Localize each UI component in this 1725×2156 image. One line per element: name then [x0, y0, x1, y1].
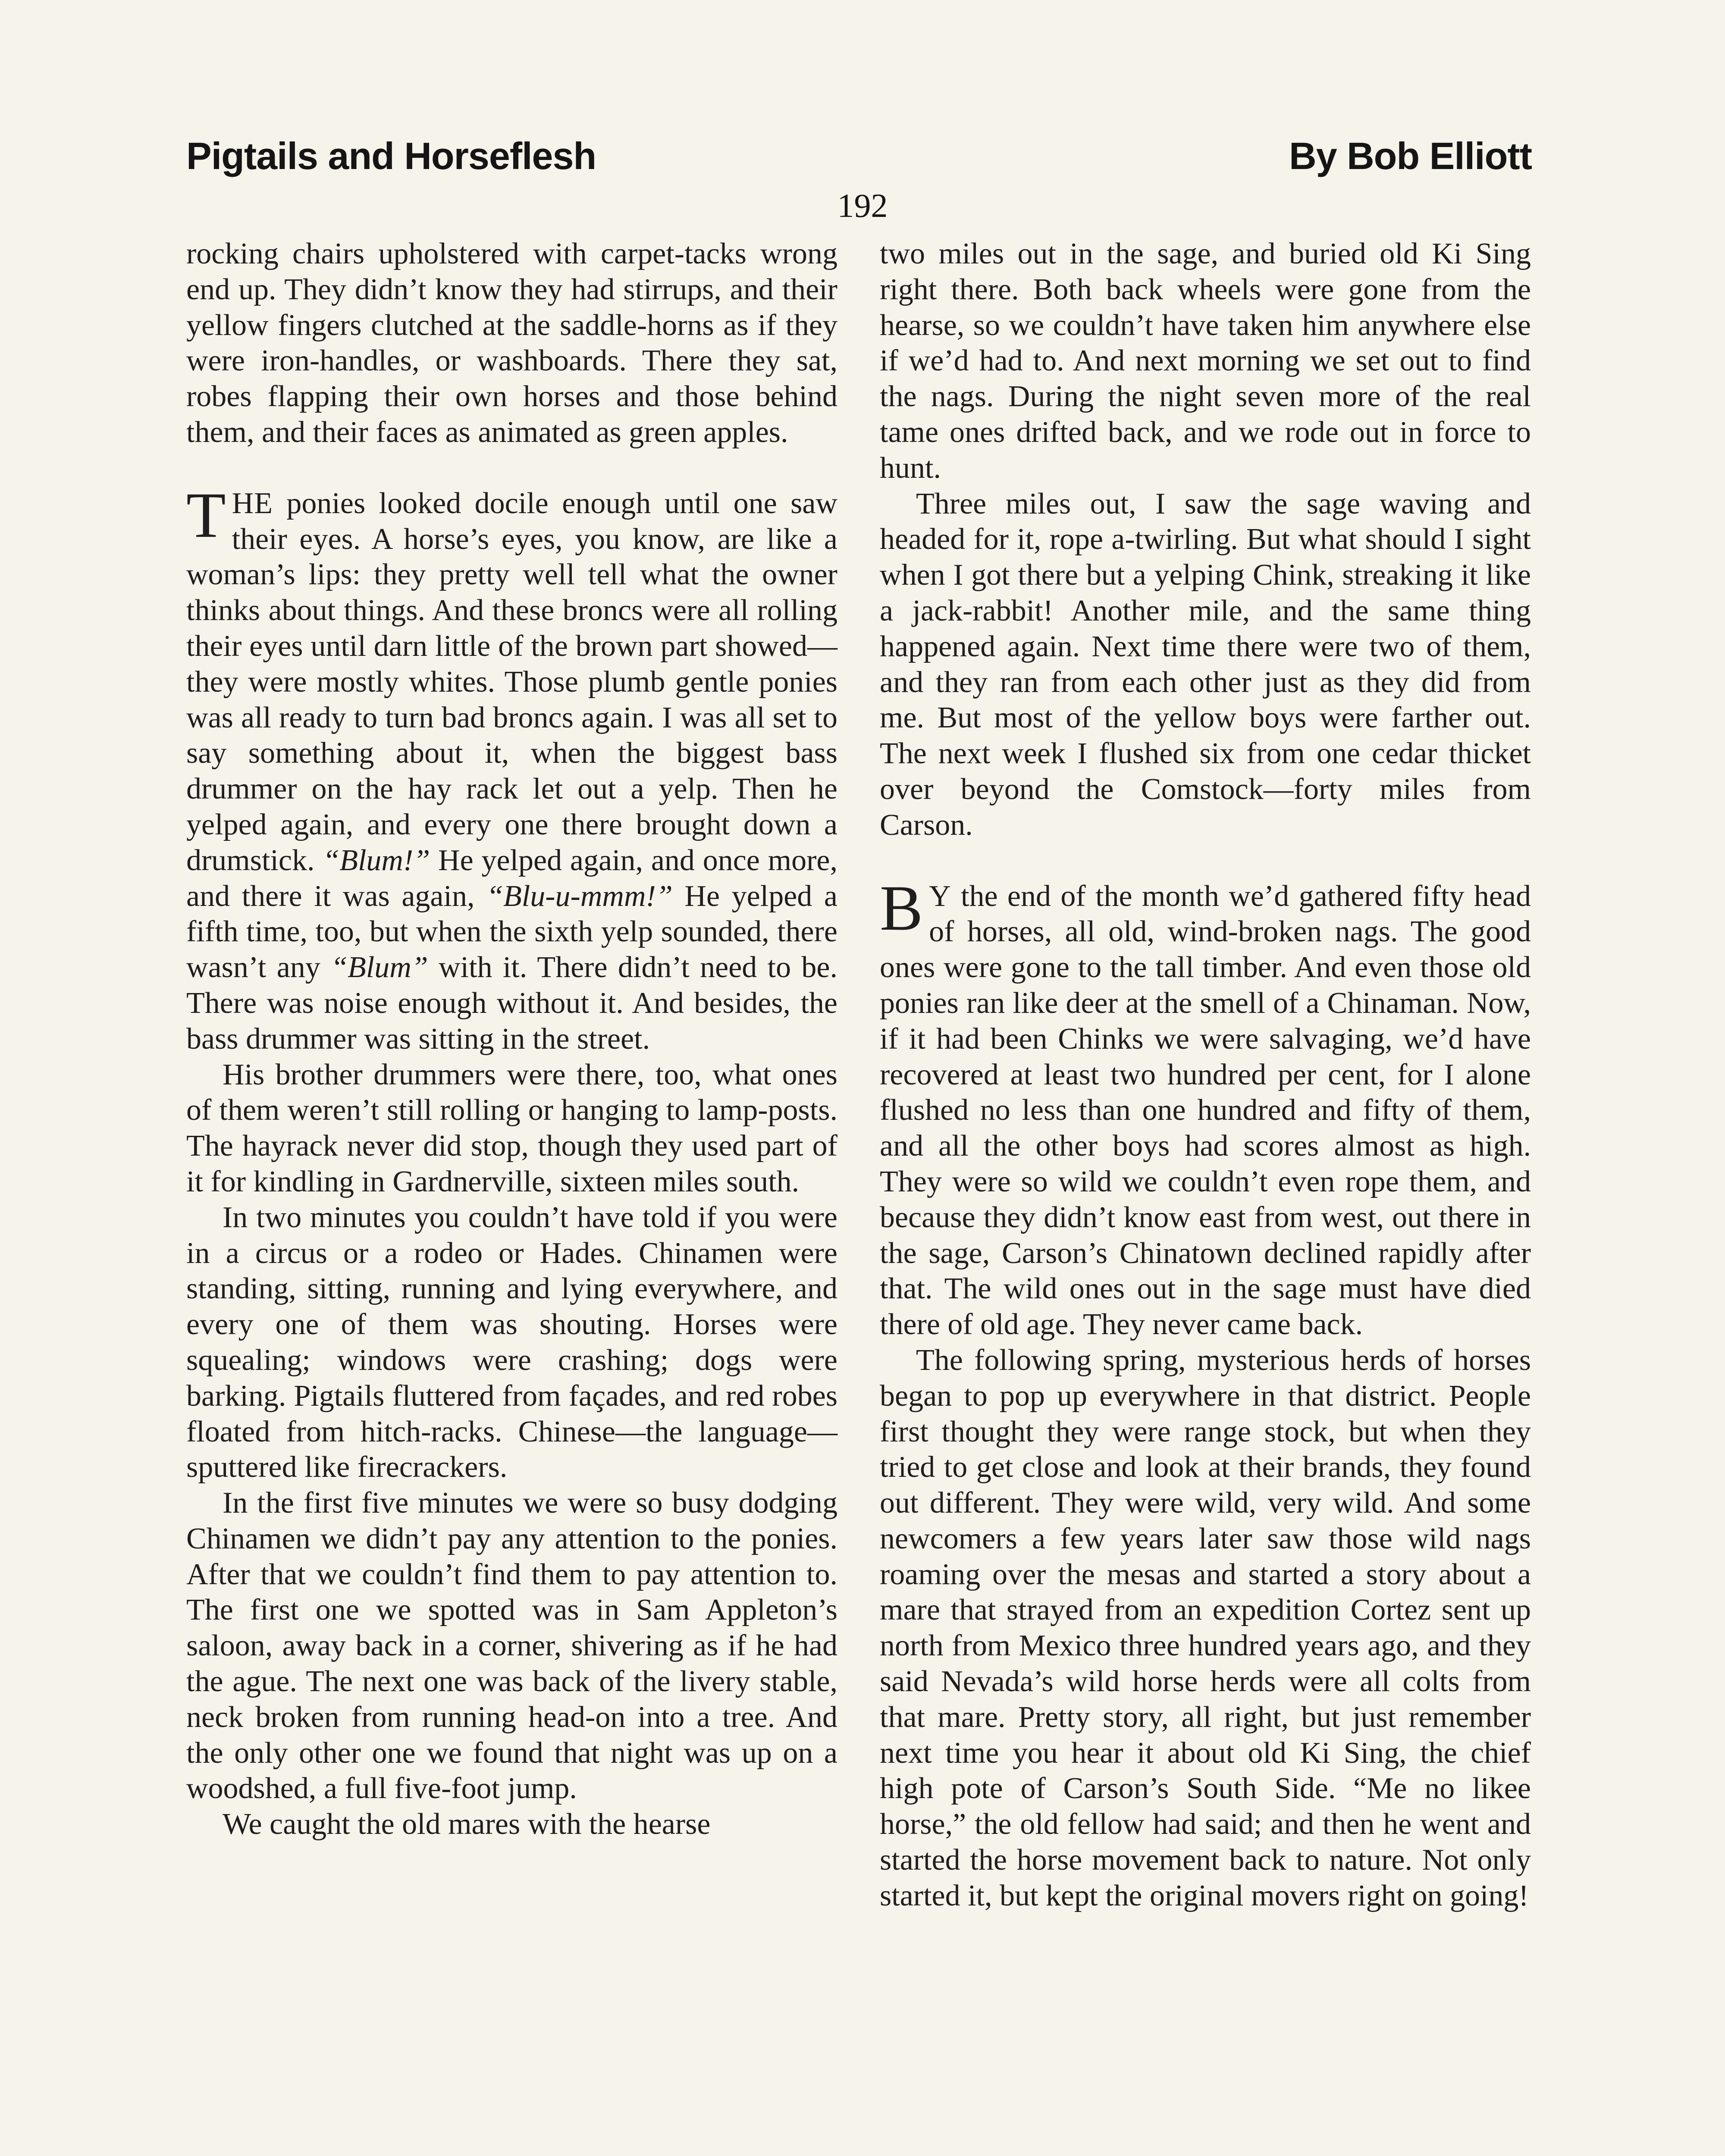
paragraph-text: He yelped a fifth time, too, but when the sixth yelp sounded, there wasn’t any [186, 879, 837, 984]
paragraph-text: ponies looked docile enough until one saw their eyes. A horse’s eyes, you know, are like a woman’s lips: they pretty well tell what the owner thinks about things. And these broncs were all rolling their eyes until darn little of the brown part showed—they were mostly whites. Those plumb gentle ponies was all ready to turn bad broncs again. I was all set to say something about it, when the biggest bass drummer on the hay rack let out a yelp. Then he yelped again, and every one there brought down a drumstick. [186, 486, 837, 877]
paragraph: We caught the old mares with the hearse [223, 1808, 711, 1841]
paragraph: Three miles out, I saw the sage waving and headed for it, rope a-twirling. But what should I sight when I got there but a yelping Chink, streaking it like a jack-rabbit! Another mile, and the same thing happened again. Next time there were two of them, and they ran from each other just as they did from me. But most of the yellow boys were farther out. The next week I flushed six from one cedar thicket over beyond the Comstock—forty miles from Carson. [880, 487, 1531, 842]
left-column [186, 236, 837, 1843]
paragraph-with-drop-cap [880, 872, 1531, 1343]
italic-sound-effect: “Blu-u-mmm!” [486, 879, 673, 913]
paragraph: rocking chairs upholstered with carpet-tacks wrong end up. They didn’t know they had stirrups, and their yellow fingers clutched at the saddle-horns as if they were iron-handles, or washboards. There they sat, robes flapping their own horses and those behind them, and their faces as animated as green apples. [186, 237, 837, 449]
paragraph-text: He yelped again, and once more, and there it was again, [186, 843, 837, 913]
paragraph: His brother drummers were there, too, what ones of them weren’t still rolling or hanging to lamp-posts. The hayrack never did stop, though they used part of it for kindling in Gardnerville, sixteen miles south. [186, 1058, 837, 1198]
right-column [880, 236, 1531, 1914]
paragraph-text: with it. There didn’t need to be. There was noise enough without it. And besides, the bass drummer was sitting in the street. [186, 951, 837, 1056]
small-caps-lead: Y [929, 879, 951, 913]
paragraph-text: the end of the month we’d gathered fifty head of horses, all old, wind-broken nags. The good ones were gone to the tall timber. And even those old ponies ran like deer at the smell of a Chinaman. Now, if it had been Chinks we were salvaging, we’d have recovered at least two hundred per cent, for I alone flushed no less than one hundred and fifty of them, and all the other boys had scores almost as high. They were so wild we couldn’t even rope them, and because they didn’t know east from west, out there in the sage, Carson’s Chinatown declined rapidly after that. The wild ones out in the sage must have died there of old age. They never came back. [880, 879, 1531, 1341]
paragraph: two miles out in the sage, and buried old Ki Sing right there. Both back wheels were gone from the hearse, so we couldn’t have taken him anywhere else if we’d had to. And next morning we set out to find the nags. During the night seven more of the real tame ones drifted back, and we rode out in force to hunt. [880, 237, 1531, 485]
paragraph-with-drop-cap [186, 479, 837, 1057]
italic-sound-effect: “Blum” [331, 951, 428, 984]
paragraph: In the first five minutes we were so busy dodging Chinamen we didn’t pay any attention to the ponies. After that we couldn’t find them to pay attention to. The first one we spotted was in Sam Appleton’s saloon, away back in a corner, shivering as if he had the ague. The next one was back of the livery stable, neck broken from running head-on into a tree. And the only other one we found that night was up on a woodshed, a full five-foot jump. [186, 1486, 837, 1805]
drop-cap: T [186, 479, 226, 551]
paragraph: The following spring, mysterious herds of horses began to pop up everywhere in that district. People first thought they were range stock, but when they tried to get close and look at their brands, they found out different. They were wild, very wild. And some newcomers a few years later saw those wild nags roaming over the mesas and started a story about a mare that strayed from an expedition Cortez sent up north from Mexico three hundred years ago, and they said Nevada’s wild horse herds were all colts from that mare. Pretty story, all right, but just remember next time you hear it about old Ki Sing, the chief high pote of Carson’s South Side. “Me no likee horse,” the old fellow had said; and then he went and started the horse movement back to nature. Not only started it, but kept the original movers right on going! [880, 1343, 1531, 1912]
paragraph: In two minutes you couldn’t have told if you were in a circus or a rodeo or Hades. Chinamen were standing, sitting, running and lying everywhere, and every one of them was shouting. Horses were squealing; windows were crashing; dogs were barking. Pigtails fluttered from façades, and red robes floated from hitch-racks. Chinese—the language—sputtered like firecrackers. [186, 1200, 837, 1484]
small-caps-lead: HE [232, 486, 273, 520]
author-byline: By Bob Elliott [1289, 135, 1532, 177]
italic-sound-effect: “Blum!” [323, 843, 430, 877]
page-number: 192 [837, 187, 888, 224]
drop-cap: B [880, 872, 923, 944]
story-title: Pigtails and Horseflesh [186, 135, 596, 177]
